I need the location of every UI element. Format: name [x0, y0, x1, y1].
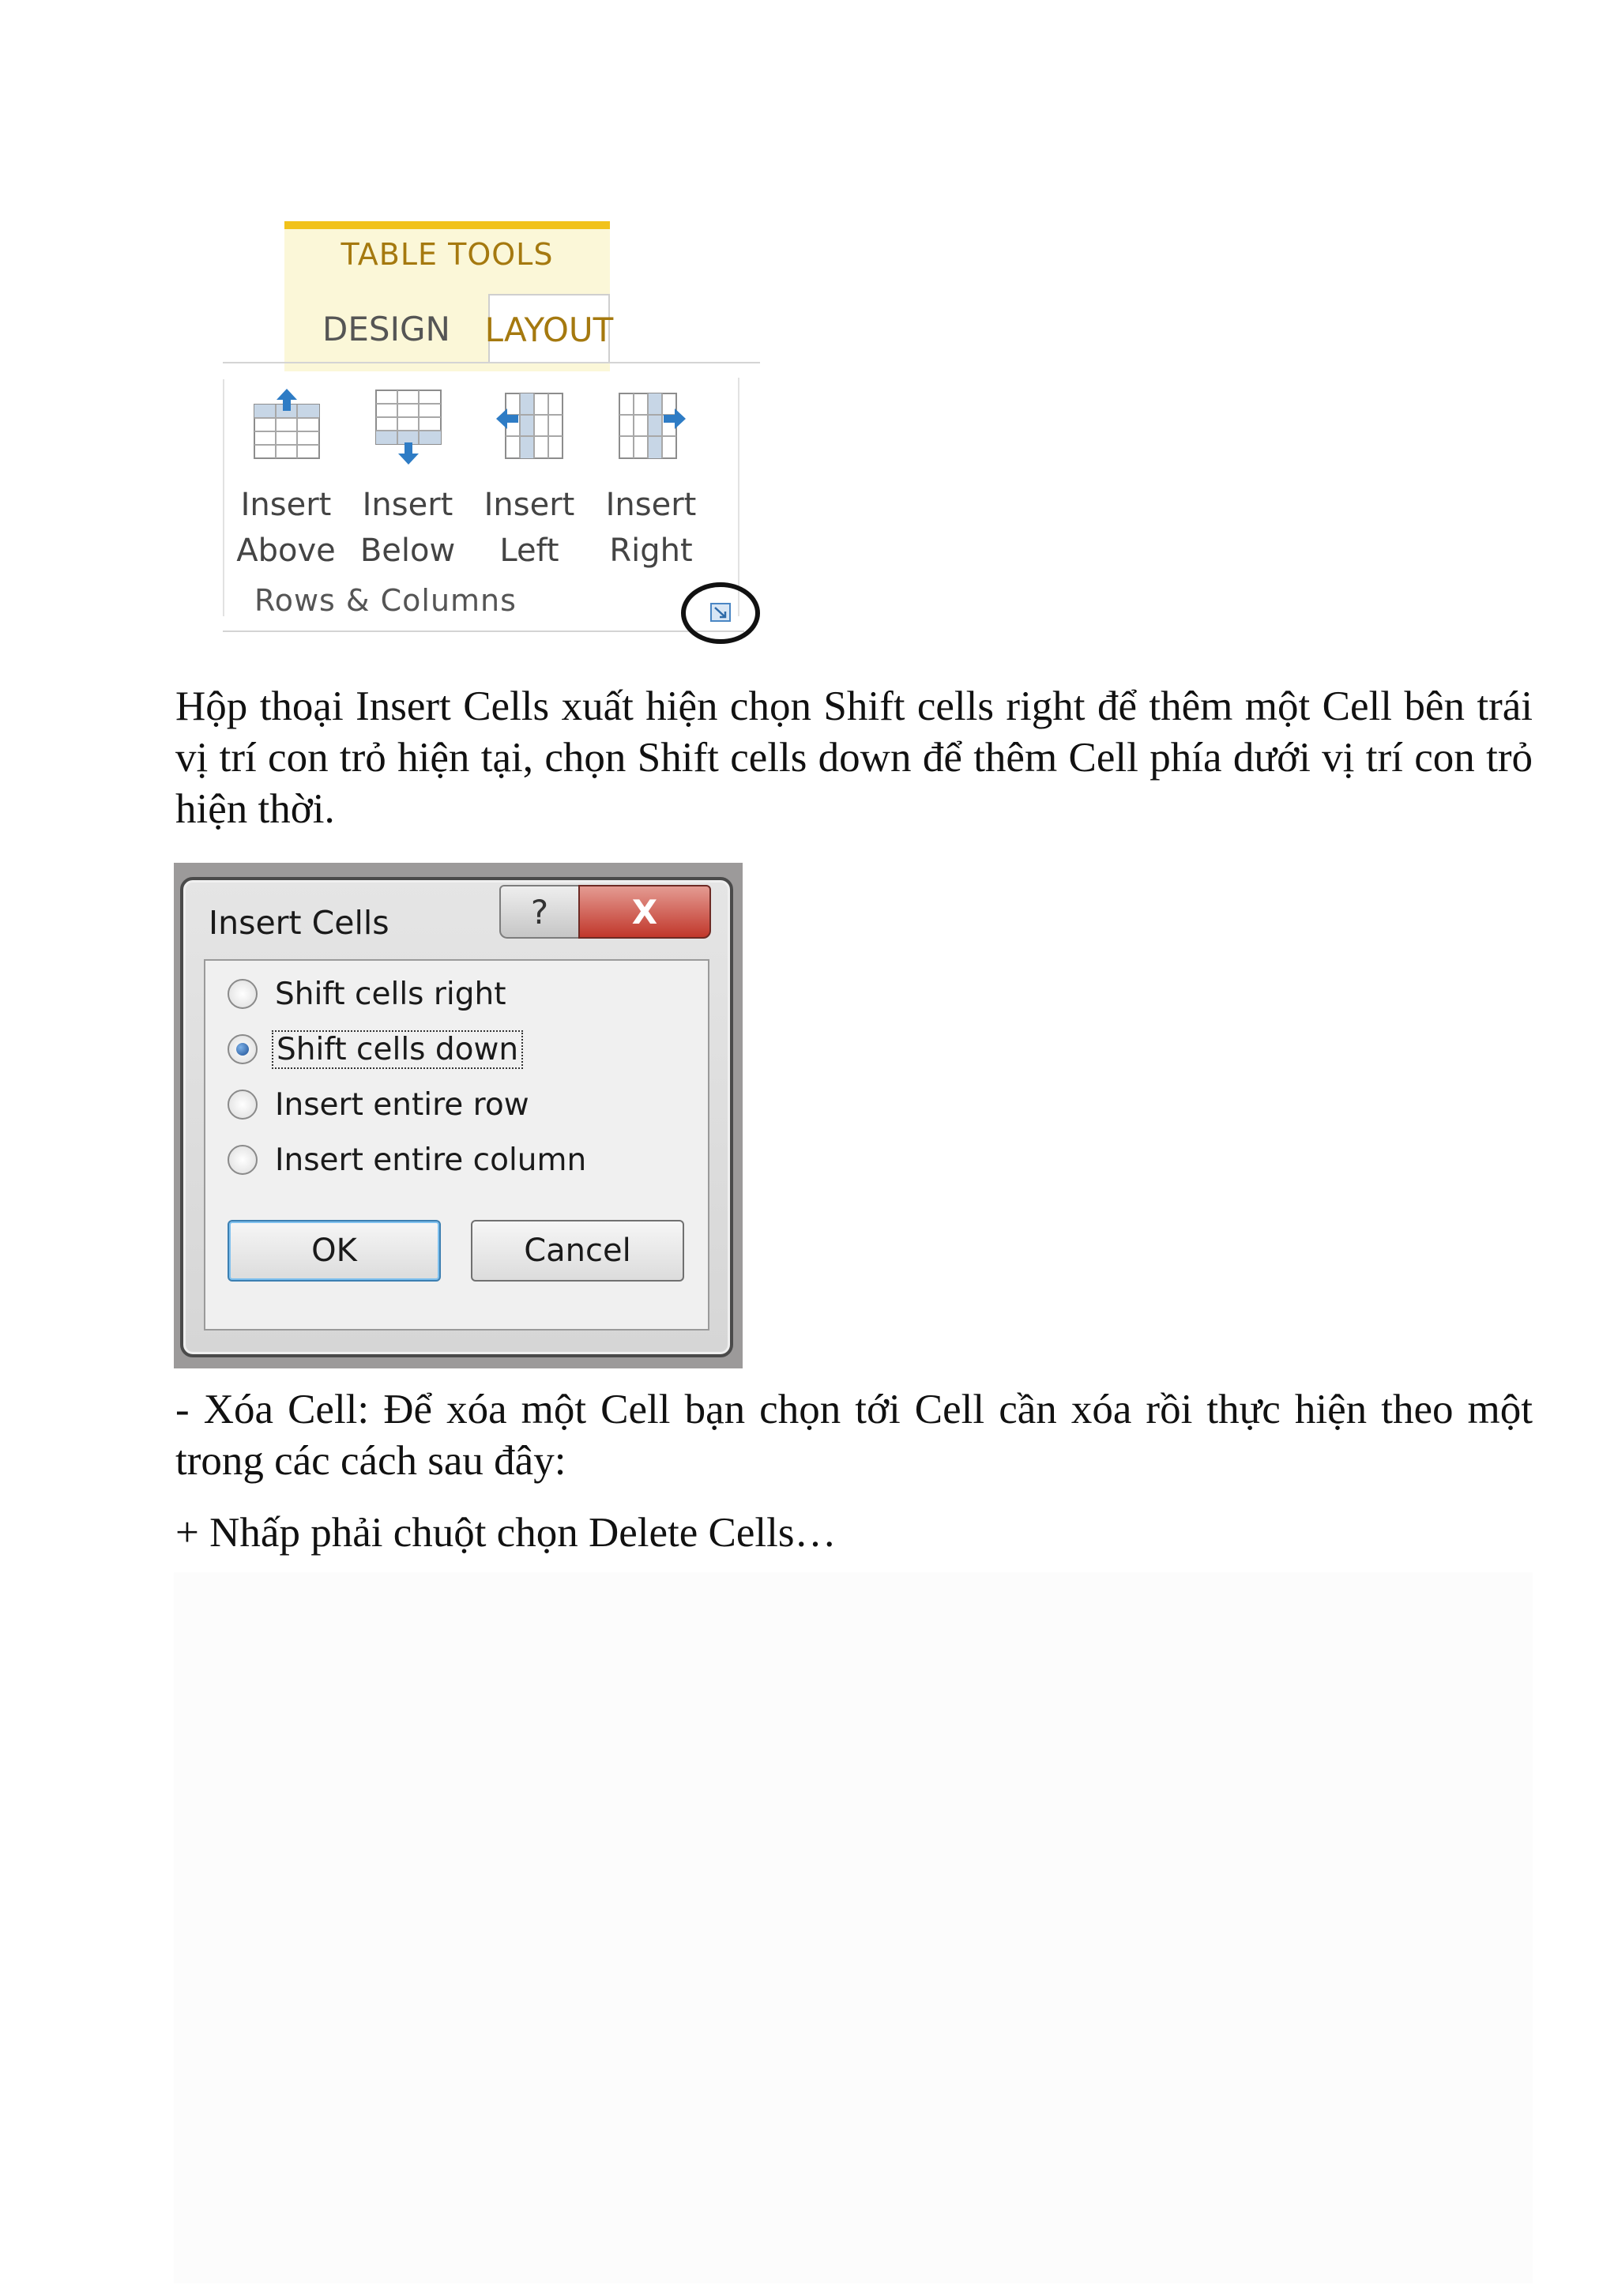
insert-below-label: Insert Below: [359, 487, 456, 569]
option-label: Shift cells right: [275, 976, 506, 1012]
group-label-rows-columns: Rows & Columns: [254, 583, 517, 618]
context-tab-label: TABLE TOOLS: [341, 237, 554, 272]
group-bottom-border: [223, 630, 744, 632]
radio-insert-entire-column[interactable]: [228, 1145, 258, 1175]
dialog-launcher-icon[interactable]: [679, 580, 762, 646]
ok-button[interactable]: OK: [228, 1220, 441, 1282]
option-shift-cells-down[interactable]: [228, 1027, 523, 1071]
insert-cells-dialog-screenshot: [174, 863, 743, 1368]
radio-shift-cells-right[interactable]: [228, 979, 258, 1009]
insert-below-icon: [373, 387, 444, 466]
insert-right-icon: [616, 387, 687, 466]
insert-above-icon: [251, 387, 322, 466]
insert-right-button[interactable]: [596, 387, 706, 577]
tab-layout[interactable]: LAYOUT: [488, 294, 610, 363]
ribbon-screenshot: [223, 221, 760, 648]
insert-left-label: Insert Left: [484, 487, 575, 569]
option-insert-entire-column[interactable]: [228, 1138, 589, 1182]
option-insert-entire-row[interactable]: [228, 1082, 532, 1127]
dialog-title: Insert Cells: [209, 904, 389, 942]
insert-left-button[interactable]: [474, 387, 585, 577]
dialog-content: [204, 959, 709, 1331]
radio-insert-entire-row[interactable]: [228, 1090, 258, 1120]
paragraph-insert-cells-description: Hộp thoại Insert Cells xuất hiện chọn Shift cells right để thêm một Cell bên trái vị trí con trỏ hiện tại, chọn Shift cells down để thêm Cell phía dưới vị trí con trỏ hiện thời.: [175, 683, 1533, 832]
option-shift-cells-right[interactable]: [228, 972, 510, 1016]
close-button[interactable]: X: [578, 885, 711, 939]
option-label: Insert entire column: [275, 1142, 587, 1178]
radio-shift-cells-down[interactable]: [228, 1034, 258, 1064]
page-background: [174, 1572, 1533, 2283]
insert-right-label: Insert Right: [605, 487, 697, 569]
tab-divider: [223, 362, 760, 363]
tab-design[interactable]: DESIGN: [322, 309, 450, 348]
insert-cells-dialog: [180, 877, 733, 1357]
help-button[interactable]: ?: [499, 885, 580, 939]
paragraph-delete-cell: - Xóa Cell: Để xóa một Cell bạn chọn tới Cell cần xóa rồi thực hiện theo một trong các cách sau đây:: [175, 1387, 1533, 1484]
option-label: Shift cells down: [272, 1030, 523, 1069]
cancel-button[interactable]: Cancel: [471, 1220, 684, 1282]
group-border-left: [223, 379, 224, 616]
paragraph-right-click-delete: + Nhấp phải chuột chọn Delete Cells…: [175, 1510, 837, 1556]
insert-above-label: Insert Above: [236, 487, 336, 569]
insert-left-icon: [495, 387, 566, 466]
insert-below-button[interactable]: [352, 387, 463, 577]
insert-above-button[interactable]: [231, 387, 341, 577]
option-label: Insert entire row: [275, 1086, 529, 1123]
